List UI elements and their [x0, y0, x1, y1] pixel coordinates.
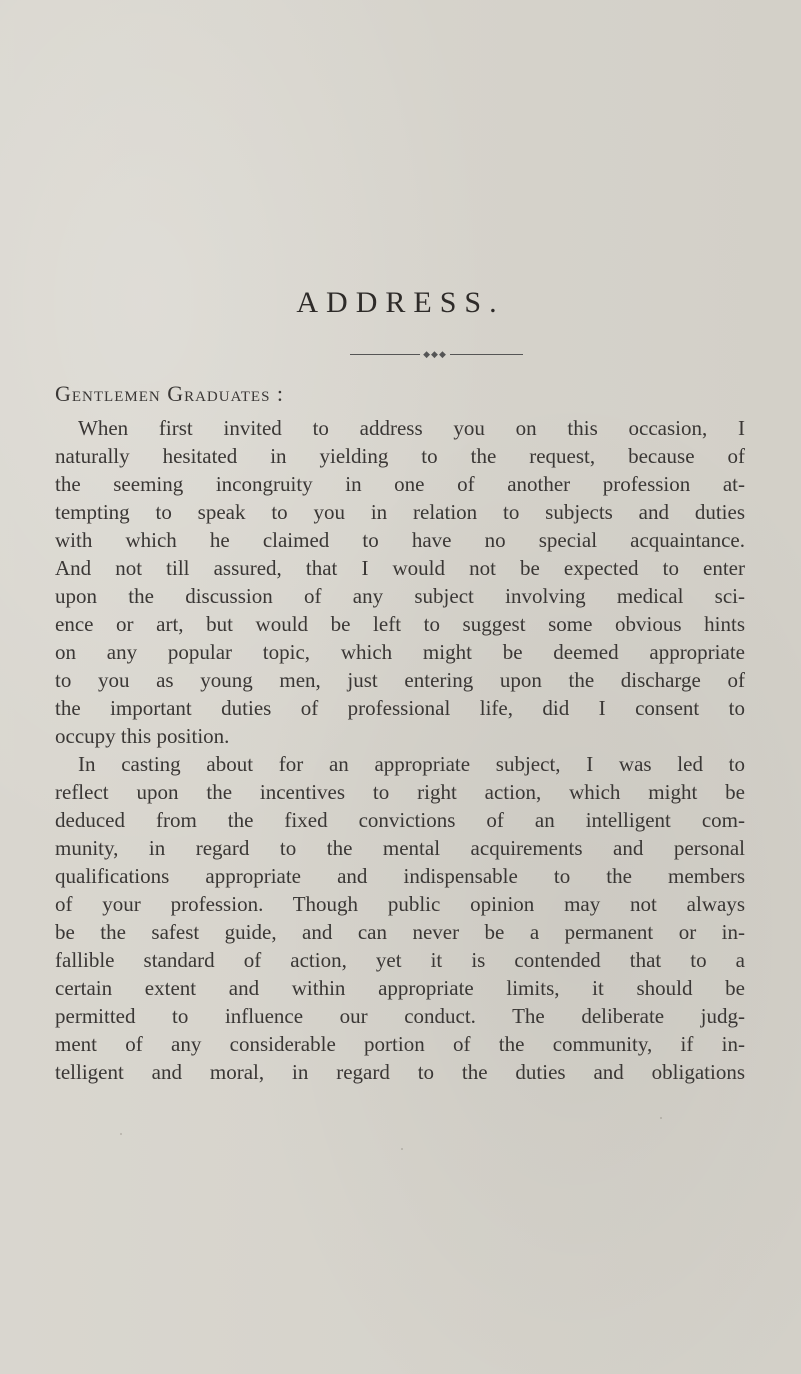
text-line: And not till assured, that I would not be expected to enter [55, 556, 745, 580]
text-line: be the safest guide, and can never be a permanent or in- [55, 920, 745, 944]
text-line: telligent and moral, in regard to the duties and obligations [55, 1060, 745, 1084]
text-line: on any popular topic, which might be deemed appropriate [55, 640, 745, 664]
text-line: reflect upon the incentives to right action, which might be [55, 780, 745, 804]
text-line: tempting to speak to you in relation to subjects and duties [55, 500, 745, 524]
text-line: the seeming incongruity in one of another profession at- [55, 472, 745, 496]
page-title: ADDRESS. [296, 286, 505, 319]
text-line: naturally hesitated in yielding to the request, because of [55, 444, 745, 468]
text-line: fallible standard of action, yet it is contended that to a [55, 948, 745, 972]
text-line: ence or art, but would be left to suggest some obvious hints [55, 612, 745, 636]
text-line: of your profession. Though public opinion may not always [55, 892, 745, 916]
text-line: deduced from the fixed convictions of an intelligent com- [55, 808, 745, 832]
text-line: munity, in regard to the mental acquirements and personal [55, 836, 745, 860]
text-line: In casting about for an appropriate subject, I was led to [78, 752, 745, 776]
text-line: with which he claimed to have no special acquaintance. [55, 528, 745, 552]
paper-speck [401, 1148, 403, 1150]
ornamental-divider [350, 350, 523, 360]
text-line: permitted to influence our conduct. The deliberate judg- [55, 1004, 745, 1028]
text-line: to you as young men, just entering upon the discharge of [55, 668, 745, 692]
divider-ornament: ◆◆◆ [420, 350, 450, 360]
paper-speck [120, 1133, 122, 1135]
text-line: ment of any considerable portion of the community, if in- [55, 1032, 745, 1056]
text-line: qualifications appropriate and indispensable to the members [55, 864, 745, 888]
salutation: Gentlemen Graduates : [55, 381, 285, 406]
text-line: occupy this position. [55, 724, 230, 748]
paper-speck [63, 623, 65, 625]
text-line: upon the discussion of any subject involving medical sci- [55, 584, 745, 608]
text-line: When first invited to address you on this occasion, I [78, 416, 745, 440]
text-line: the important duties of professional life, did I consent to [55, 696, 745, 720]
text-line: certain extent and within appropriate limits, it should be [55, 976, 745, 1000]
paper-speck [660, 1117, 662, 1119]
